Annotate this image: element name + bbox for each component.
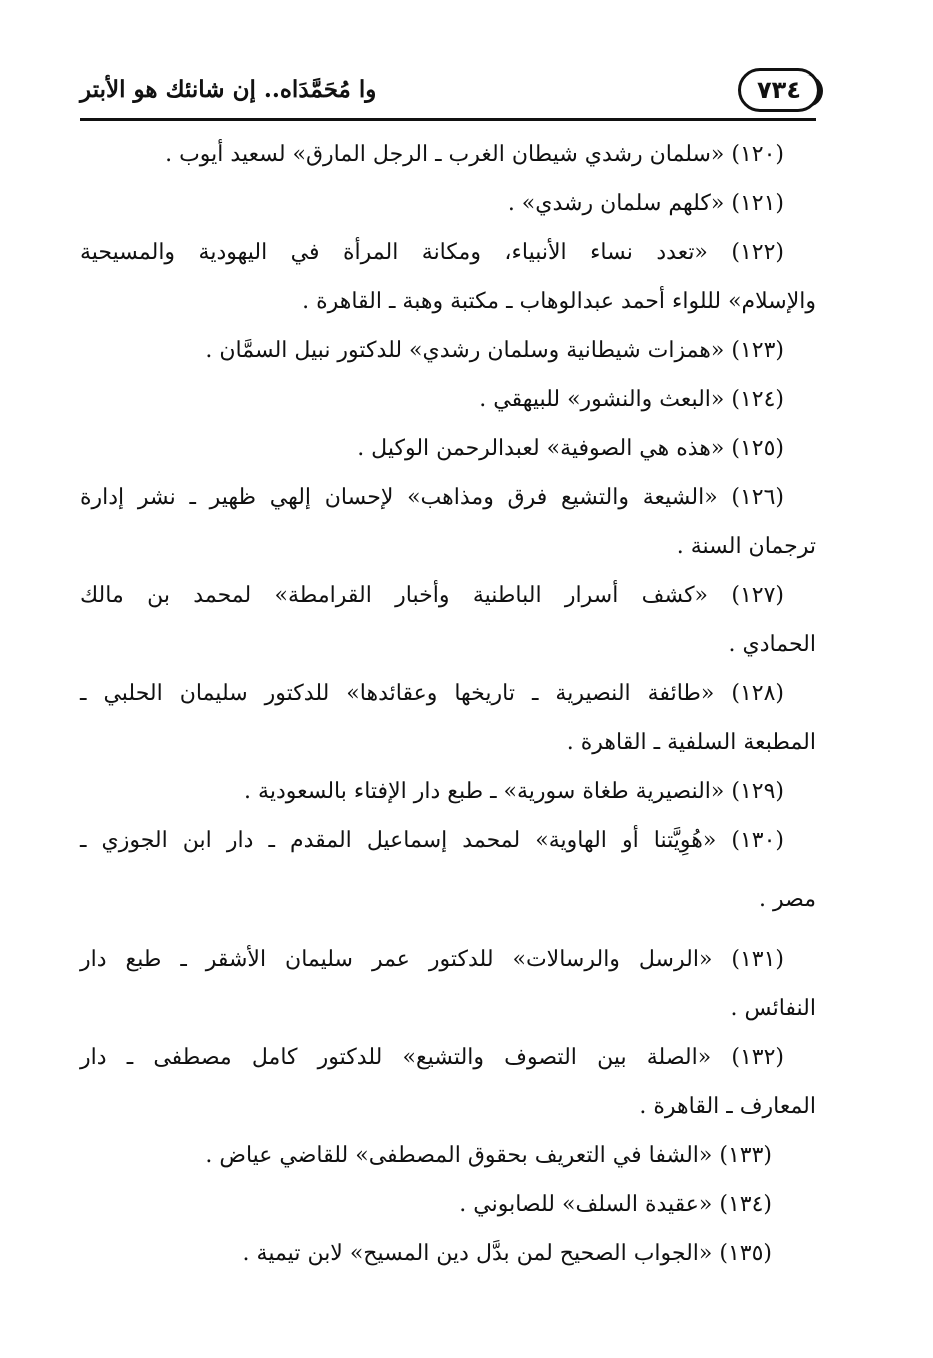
- page-number-badge: [738, 68, 820, 112]
- list-item: [80, 669, 816, 767]
- entry-text: (١٣٢) «الصلة بين التصوف والتشيع» للدكتور كامل مصطفى ـ دار: [80, 1045, 784, 1070]
- entry-continuation: النفائس .: [730, 996, 816, 1021]
- list-item: [80, 424, 816, 473]
- entry-continuation: والإسلام» لللواء أحمد عبدالوهاب ـ مكتبة وهبة ـ القاهرة .: [302, 289, 816, 314]
- entry-text: (١٢٥) «هذه هي الصوفية» لعبدالرحمن الوكيل .: [357, 436, 784, 461]
- entry-continuation: ترجمان السنة .: [676, 534, 816, 559]
- list-item: [80, 1033, 816, 1131]
- entry-text: (١٢٧) «كشف أسرار الباطنية وأخبار القرامطة» لمحمد بن مالك: [80, 583, 784, 608]
- page-header: [80, 68, 820, 120]
- entry-text: (١٢٤) «البعث والنشور» للبيهقي .: [479, 387, 784, 412]
- entry-text: (١٢٢) «تعدد نساء الأنبياء، ومكانة المرأة في اليهودية والمسيحية: [80, 240, 784, 265]
- entry-text: (١٣٣) «الشفا في التعريف بحقوق المصطفى» للقاضي عياض .: [205, 1143, 772, 1168]
- list-item: [80, 1180, 816, 1229]
- entry-text: (١٢٨) «طائفة النصيرية ـ تاريخها وعقائدها» للدكتور سليمان الحلبي ـ: [80, 681, 784, 706]
- entry-continuation: المطبعة السلفية ـ القاهرة .: [566, 730, 816, 755]
- entry-text: (١٢٦) «الشيعة والتشيع فرق ومذاهب» لإحسان إلهي ظهير ـ نشر إدارة: [80, 485, 784, 510]
- entry-text: (١٣٠) «هُوِيَّتنا أو الهاوية» لمحمد إسماعيل المقدم ـ دار ابن الجوزي ـ: [80, 828, 784, 853]
- list-item: [80, 326, 816, 375]
- entry-text: (١٣٥) «الجواب الصحيح لمن بدَّل دين المسيح» لابن تيمية .: [242, 1241, 772, 1266]
- page-number: ٧٣٤: [757, 76, 801, 104]
- entry-continuation: المعارف ـ القاهرة .: [639, 1094, 816, 1119]
- entry-text: (١٢٩) «النصيرية طغاة سورية» ـ طبع دار الإفتاء بالسعودية .: [244, 779, 784, 804]
- list-item: [80, 767, 816, 816]
- entry-continuation: مصر .: [759, 887, 816, 912]
- list-item: [80, 935, 816, 1033]
- entry-text: (١٢٠) «سلمان رشدي شيطان الغرب ـ الرجل المارق» لسعيد أيوب .: [165, 142, 784, 167]
- list-item: [80, 473, 816, 571]
- list-item: [80, 179, 816, 228]
- entry-text: (١٢٣) «همزات شيطانية وسلمان رشدي» للدكتور نبيل السمَّان .: [205, 338, 784, 363]
- header-rule: [80, 118, 816, 121]
- entry-text: (١٣٤) «عقيدة السلف» للصابوني .: [459, 1192, 772, 1217]
- list-item: [80, 228, 816, 326]
- list-item: [80, 1229, 816, 1278]
- entry-text: (١٢١) «كلهم سلمان رشدي» .: [507, 191, 784, 216]
- entry-text: (١٣١) «الرسل والرسالات» للدكتور عمر سليمان الأشقر ـ طبع دار: [80, 947, 784, 972]
- list-item: [80, 1131, 816, 1180]
- list-item: [80, 816, 816, 935]
- running-title: وا مُحَمَّدَاه.. إن شانئك هو الأبتر: [80, 76, 377, 103]
- bibliography-list: [80, 130, 816, 1278]
- list-item: [80, 571, 816, 669]
- entry-continuation: الحمادي .: [728, 632, 816, 657]
- list-item: [80, 130, 816, 179]
- list-item: [80, 375, 816, 424]
